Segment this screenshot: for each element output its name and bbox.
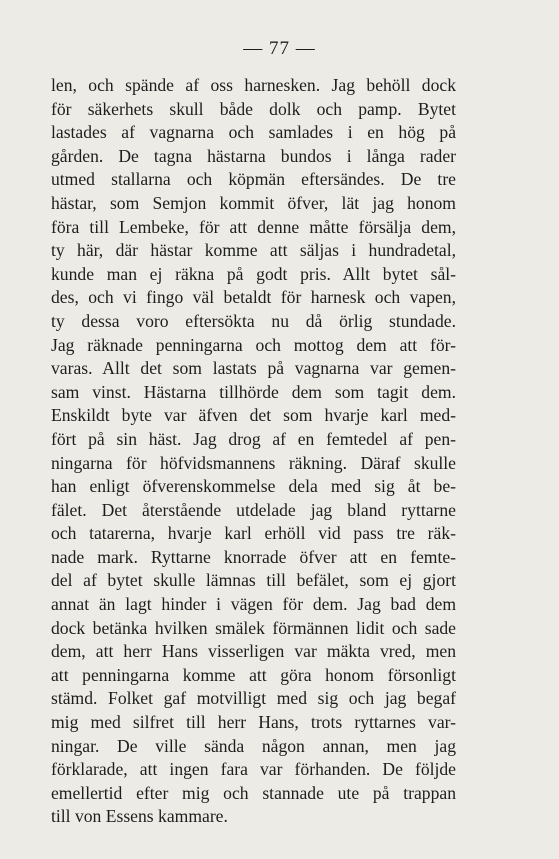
text-line: dem, att herr Hans visserligen var mäkta vred, men [51,641,456,662]
text-line: ty här, där hästar komme att säljas i hundradetal, [51,240,456,261]
text-line: des, och vi fingo väl betaldt för harnesk och vapen, [51,287,456,308]
text-line: fört på sin häst. Jag drog af en femtedel af pen- [51,428,456,449]
page-number: — 77 — [243,38,316,59]
text-line: att penningarna komme att göra honom försonligt [51,664,456,685]
text-line: för säkerhets skull både dolk och pamp. Bytet [51,98,456,119]
text-line: annat än lagt hinder i vägen för dem. Jag bad dem [51,594,456,615]
text-line: förklarade, att ingen fara var förhanden. De följde [51,759,456,780]
text-line: Enskildt byte var äfven det som hvarje karl med- [51,405,456,426]
text-line: dock betänka hvilken smälek förmännen lidit och sade [51,617,456,638]
text-line: föra till Lembeke, för att denne måtte försälja dem, [51,216,456,237]
text-line: nade mark. Ryttarne knorrade öfver att en femte- [51,546,456,567]
text-line: Jag räknade penningarna och mottog dem att för- [51,334,456,355]
body-text [51,74,456,829]
text-line: hästar, som Semjon kommit öfver, lät jag honom [51,192,456,213]
text-line: fälet. Det återstående utdelade jag bland ryttarne [51,499,456,520]
text-line: utmed stallarna och köpmän eftersändes. De tre [51,169,456,190]
text-line: han enligt öfverenskommelse dela med sig åt be- [51,476,456,497]
text-line: lastades af vagnarna och samlades i en hög på [51,122,456,143]
text-line: stämd. Folket gaf motvilligt med sig och jag begaf [51,688,456,709]
text-line: del af bytet skulle lämnas till befälet, som ej gjort [51,570,456,591]
text-line: emellertid efter mig och stannade ute på trappan [51,782,456,803]
text-line: sam vinst. Hästarna tillhörde dem som tagit dem. [51,381,456,402]
text-line: varas. Allt det som lastats på vagnarna var gemen- [51,358,456,379]
text-line: gården. De tagna hästarna bundos i långa rader [51,145,456,166]
text-line: kunde man ej räkna på godt pris. Allt bytet sål- [51,263,456,284]
text-line: mig med silfret till herr Hans, trots ryttarnes var- [51,712,456,733]
text-line: ningar. De ville sända någon annan, men jag [51,735,456,756]
text-line: ty dessa voro eftersökta nu då örlig stundade. [51,310,456,331]
text-line: ningarna för höfvidsmannens räkning. Däraf skulle [51,452,456,473]
text-line: len, och spände af oss harnesken. Jag behöll dock [51,75,456,95]
text-line-last: till von Essens kammare. [51,806,228,827]
text-line: och tatarerna, hvarje karl erhöll vid pass tre räk- [51,523,456,544]
